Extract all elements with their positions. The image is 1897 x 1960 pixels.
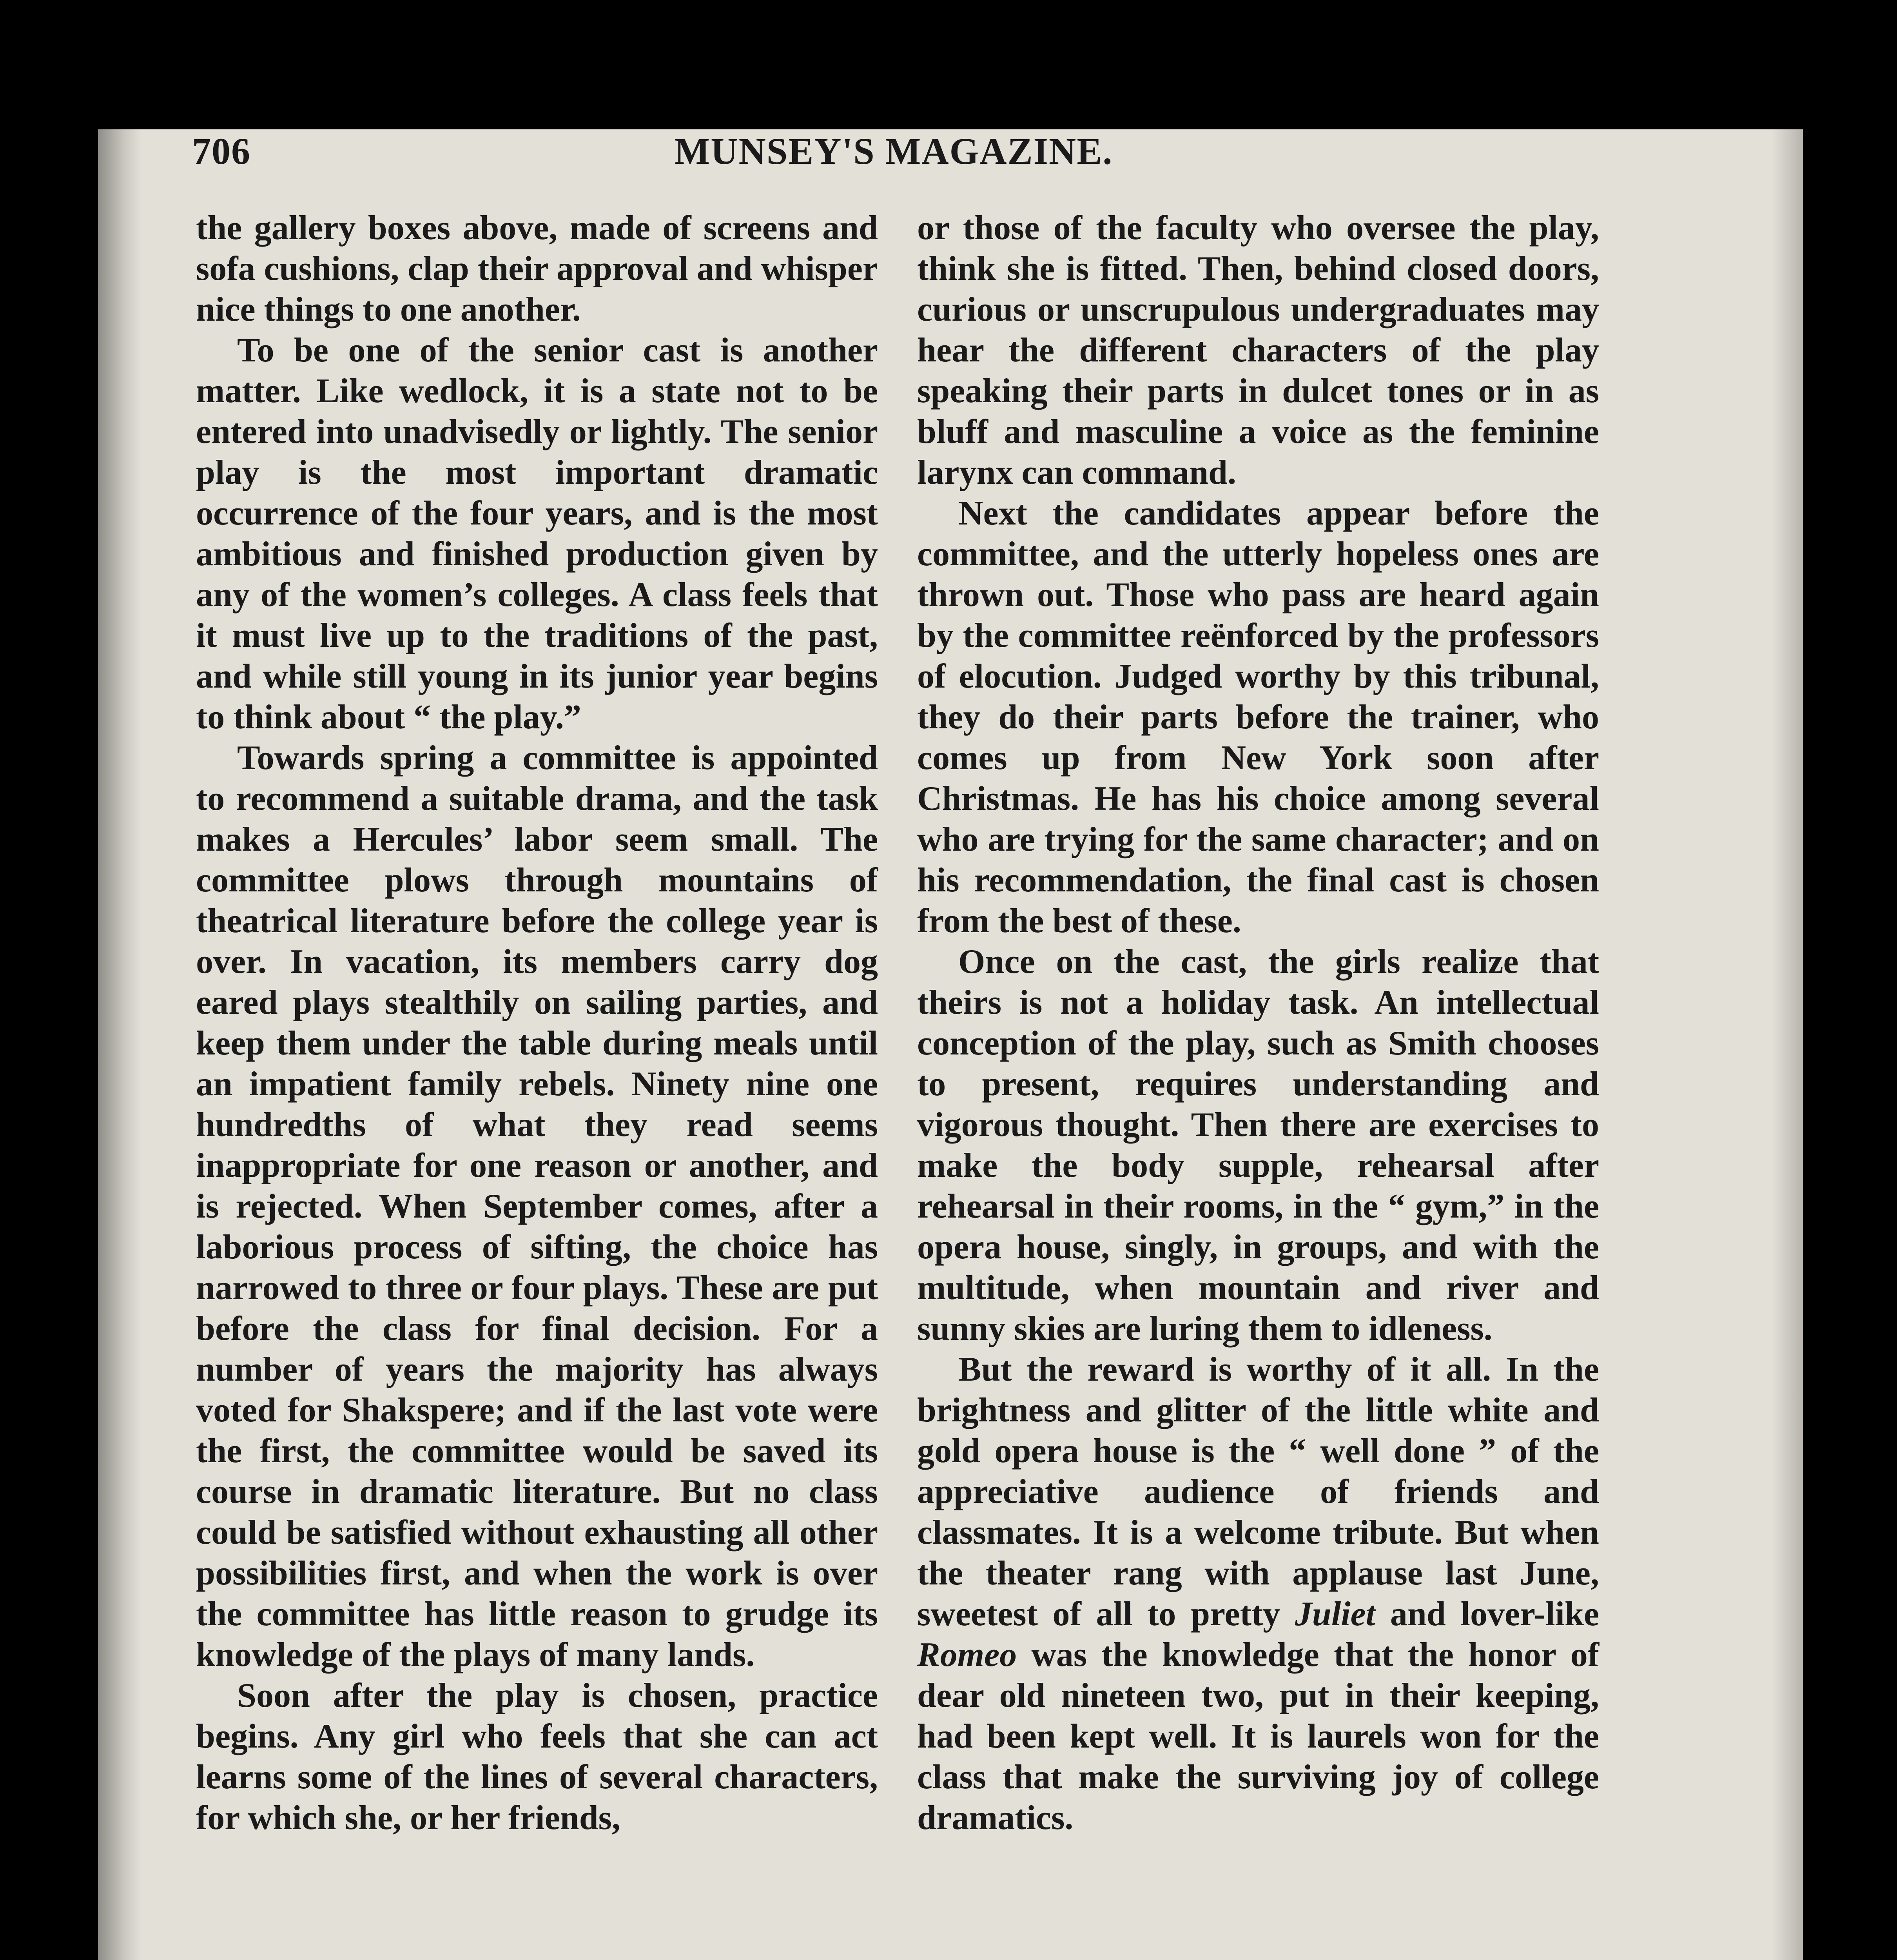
running-header bbox=[192, 129, 1595, 176]
magazine-title: MUNSEY'S MAGAZINE. bbox=[674, 130, 1113, 172]
paragraph: But the reward is worthy of it all. In the brightness and glitter of the little white and gold opera house is the “ well done ” of the appreciative audience of friends and classmates. It is a welcome tribute. But when the theater rang with applause last June, sweetest of all to pretty Juliet and lover-like Romeo was the knowledge that the honor of dear old nineteen two, put in their keeping, had been kept well. It is laurels won for the class that make the surviving joy of college dramatics. bbox=[917, 1350, 1600, 1837]
paragraph: Towards spring a committee is appointed to recommend a suitable drama, and the task makes a Hercules’ labor seem small. The committee plows through mountains of theatrical literature before the college year is over. In vacation, its members carry dog eared plays stealthily on sailing parties, and keep them under the table during meals until an impatient family rebels. Ninety nine one hundredths of what they read seems inappropriate for one reason or another, and is rejected. When September comes, after a laborious process of sifting, the choice has narrowed to three or four plays. These are put before the class for final decision. For a number of years the majority has always voted for Shakspere; and if the last vote were the first, the committee would be saved its course in dramatic literature. But no class could be satisfied without exhausting all other possibilities first, and when the work is over the committee has little reason to grudge its knowledge of the plays of many lands. bbox=[196, 739, 878, 1674]
page-number: 706 bbox=[192, 130, 251, 172]
paragraph: Soon after the play is chosen, practice begins. Any girl who feels that she can act learns some of the lines of several characters, for which she, or her friends, bbox=[196, 1677, 878, 1837]
paragraph: or those of the faculty who oversee the play, think she is fitted. Then, behind closed doors, curious or unscrupulous undergraduates may hear the different characters of the play speaking their parts in dulcet tones or in as bluff and masculine a voice as the feminine larynx can command. bbox=[917, 209, 1599, 492]
paragraph: the gallery boxes above, made of screens and sofa cushions, clap their approval and whisper nice things to one another. bbox=[196, 209, 878, 328]
right-column bbox=[917, 208, 1599, 1838]
page-edge-shadow bbox=[1772, 129, 1803, 1960]
page-binding-shadow bbox=[98, 129, 141, 1960]
paragraph: To be one of the senior cast is another matter. Like wedlock, it is a state not to be entered into unadvisedly or lightly. The senior play is the most important dramatic occurrence of the four years, and is the most ambitious and finished production given by any of the women’s colleges. A class feels that it must live up to the traditions of the past, and while still young in its junior year begins to think about “ the play.” bbox=[196, 331, 878, 736]
paragraph: Next the candidates appear before the committee, and the utterly hopeless ones are thrown out. Those who pass are heard again by the committee reënforced by the professors of elocution. Judged worthy by this tribunal, they do their parts before the trainer, who comes up from New York soon after Christmas. He has his choice among several who are trying for the same character; and on his recommendation, the final cast is chosen from the best of these. bbox=[917, 494, 1599, 940]
paragraph: Once on the cast, the girls realize that theirs is not a holiday task. An intellectual conception of the play, such as Smith chooses to present, requires understanding and vigorous thought. Then there are exercises to make the body supple, rehearsal after rehearsal in their rooms, in the “ gym,” in the opera house, singly, in groups, and with the multitude, when mountain and river and sunny skies are luring them to idleness. bbox=[917, 943, 1599, 1348]
left-column bbox=[196, 208, 878, 1838]
